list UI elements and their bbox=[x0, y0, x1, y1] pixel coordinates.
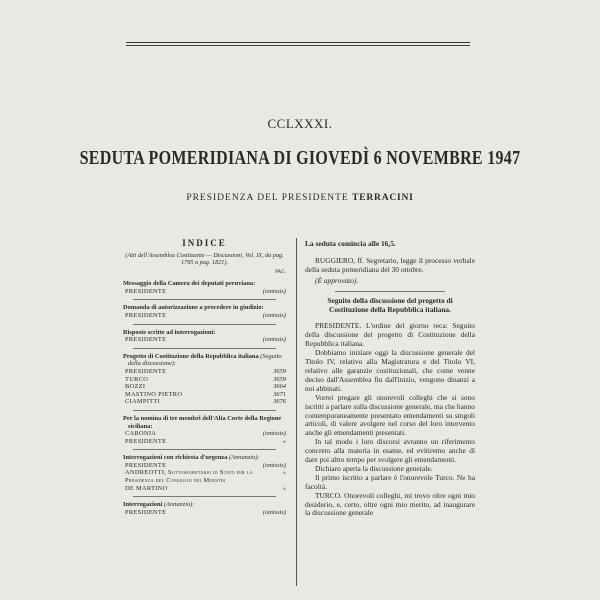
index-item-title bbox=[123, 454, 286, 462]
page-ref: » bbox=[282, 484, 286, 492]
index-item-title-text: Messaggio della Camera dei deputati peruviana: bbox=[123, 280, 256, 288]
index-separator bbox=[133, 348, 276, 349]
index-item-title bbox=[123, 329, 286, 337]
index-item bbox=[123, 454, 286, 492]
section-subheading: Seguito della discussione del progetto di Costituzione della Repubblica italiana. bbox=[327, 295, 453, 314]
presidency-line bbox=[0, 193, 600, 203]
section-rule bbox=[335, 291, 445, 292]
session-number: CCLXXXI. bbox=[267, 116, 333, 131]
index-speaker-line bbox=[123, 383, 286, 391]
index-item bbox=[123, 304, 286, 319]
index-speaker-line bbox=[123, 430, 286, 438]
index-item-title-text: Per la nomina di tre membri dell'Alta Corte della Regione siciliana: bbox=[123, 414, 282, 430]
speaker-name: ANDREOTTI, Sottosegretario di Stato per la Presidenza del Consiglio dei Ministri bbox=[125, 469, 253, 485]
index-item-title bbox=[123, 501, 286, 509]
speaker-name: PRESIDENTE bbox=[125, 311, 167, 319]
text-column bbox=[305, 240, 475, 518]
index-item-title bbox=[123, 304, 286, 312]
page-ref: 3676 bbox=[273, 398, 286, 406]
index-column bbox=[123, 240, 286, 516]
ruggiero-paragraph: RUGGIERO, ff. Segretario, legge il processo verbale della seduta pomeridiana del 30 ottobre. bbox=[305, 255, 475, 274]
page-ref: (omissis) bbox=[262, 508, 286, 516]
page-ref: (omissis) bbox=[262, 461, 286, 469]
index-speaker-line bbox=[123, 391, 286, 399]
body-paragraphs bbox=[305, 322, 475, 518]
column-divider bbox=[296, 238, 297, 586]
index-item-title-italic: (Seguito della discussione): bbox=[128, 352, 282, 368]
body-paragraph: Dichiaro aperta la discussione generale. bbox=[315, 463, 433, 473]
page-ref: 3659 bbox=[273, 367, 286, 375]
speaker-name: DE MARTINO bbox=[125, 484, 168, 492]
speaker-name: CIAMPITTI bbox=[125, 398, 161, 406]
index-speaker-line bbox=[123, 462, 286, 470]
top-double-rule bbox=[126, 42, 470, 46]
acts-reference: (Atti dell'Assemblea Costituente — Discussioni, Vol. IX, da pag. 1795 a pag. 1821). bbox=[125, 251, 284, 266]
index-item bbox=[123, 280, 286, 295]
body-paragraph: TURCO. Onorevoli colleghi, mi trovo oltre ogni mio desiderio, e, certo, oltre ogni mio merito, ad inaugurare la discussione generale bbox=[305, 490, 475, 518]
page-ref: (omissis) bbox=[262, 430, 286, 438]
index-speaker-line bbox=[123, 312, 286, 320]
index-item-title-text: Interrogazioni bbox=[123, 501, 164, 509]
index-item bbox=[123, 501, 286, 516]
approved-note: (È approvato). bbox=[315, 275, 359, 285]
page-label: PAG. bbox=[275, 269, 286, 275]
index-speaker-line bbox=[123, 509, 286, 517]
index-speaker-line bbox=[123, 438, 286, 446]
page-ref: (omissis) bbox=[262, 287, 286, 295]
index-speaker-line bbox=[123, 288, 286, 296]
session-start: La seduta comincia alle 16,5. bbox=[305, 239, 396, 248]
speaker-name: PRESIDENTE bbox=[125, 437, 167, 445]
index-item-title bbox=[123, 353, 286, 368]
speaker-name: PRESIDENTE bbox=[125, 287, 167, 295]
body-paragraph: Dobbiamo iniziare oggi la discussione generale del Titolo IV, relativo alla Magistratura e del Titolo VI, relativo alle garanzie costituzionali, che come venne deciso dall'Assemblea fin dall'inizio, vengono dinanzi a noi abbinati. bbox=[305, 348, 475, 393]
body-paragraph: Il primo iscritto a parlare è l'onorevole Turco. Ne ha facoltà. bbox=[305, 472, 475, 491]
index-separator bbox=[133, 299, 276, 300]
page-ref: 3659 bbox=[273, 375, 286, 383]
index-item bbox=[123, 353, 286, 406]
body-paragraph: PRESIDENTE. L'ordine del giorno reca: Seguito della discussione del progetto di Costituzione della Repubblica italiana. bbox=[305, 321, 475, 349]
index-item bbox=[123, 415, 286, 445]
index-speaker-line bbox=[123, 485, 286, 493]
index-item-title-text: Risposte scritte ad interrogazioni: bbox=[123, 328, 216, 336]
session-title: SEDUTA POMERIDIANA DI GIOVEDÌ 6 NOVEMBRE 1947 bbox=[79, 147, 521, 169]
index-item-title bbox=[123, 280, 286, 288]
index-item-title bbox=[123, 415, 286, 430]
index-separator bbox=[133, 324, 276, 325]
speaker-name: MASTINO PIETRO bbox=[125, 390, 183, 398]
presidency-prefix: PRESIDENZA DEL PRESIDENTE bbox=[186, 193, 349, 203]
speaker-name: TURCO bbox=[125, 375, 149, 383]
index-item-title-text: Domanda di autorizzazione a procedere in giudizio: bbox=[123, 304, 264, 312]
speaker-name: PRESIDENTE bbox=[125, 367, 167, 375]
speaker-name: PRESIDENTE bbox=[125, 461, 167, 469]
index-speaker-line bbox=[123, 368, 286, 376]
index-speaker-line bbox=[123, 376, 286, 384]
index-separator bbox=[133, 496, 276, 497]
speaker-name: PRESIDENTE bbox=[125, 336, 167, 344]
body-paragraph: In tal modo i loro discorsi avranno un riferimento concreto alla materia in esame, ed evitiremo anche di dare poi altro tempo per svolgere gli emendamenti. bbox=[305, 437, 475, 465]
index-item-title-italic: (Annunzio): bbox=[229, 454, 260, 462]
page-ref: (omissis) bbox=[262, 336, 286, 344]
page-ref: 3664 bbox=[273, 383, 286, 391]
president-name: TERRACINI bbox=[352, 193, 414, 203]
page-ref: » bbox=[282, 437, 286, 445]
index-separator bbox=[133, 449, 276, 450]
body-paragraph: Vorrei pregare gli onorevoli colleghi che si sono iscritti a parlare sulla discussione generale, ma che hanno contemporaneamente presentato emendamenti su singoli articoli, di valere avolgere nel corso del loro intervento anche gli emendamenti presentati. bbox=[305, 392, 475, 438]
index-separator bbox=[133, 410, 276, 411]
index-items bbox=[123, 280, 286, 516]
index-speaker-line bbox=[123, 398, 286, 406]
page-ref: (omissis) bbox=[262, 311, 286, 319]
index-heading: INDICE bbox=[182, 238, 227, 248]
index-item-title-italic: (Annunzio): bbox=[163, 501, 195, 509]
index-speaker-line bbox=[123, 336, 286, 344]
index-item bbox=[123, 329, 286, 344]
index-speaker-line bbox=[123, 469, 286, 484]
speaker-name: CARONIA bbox=[125, 430, 157, 438]
speaker-name: BOZZI bbox=[125, 383, 146, 391]
index-item-title-text: Progetto di Costituzione della Repubblica italiana bbox=[123, 352, 261, 360]
page-ref: » bbox=[282, 469, 286, 477]
index-item-title-text: Interrogazioni con richiesta d'urgenza bbox=[123, 454, 230, 462]
page-ref: 3671 bbox=[273, 390, 286, 398]
speaker-name: PRESIDENTE bbox=[125, 508, 167, 516]
